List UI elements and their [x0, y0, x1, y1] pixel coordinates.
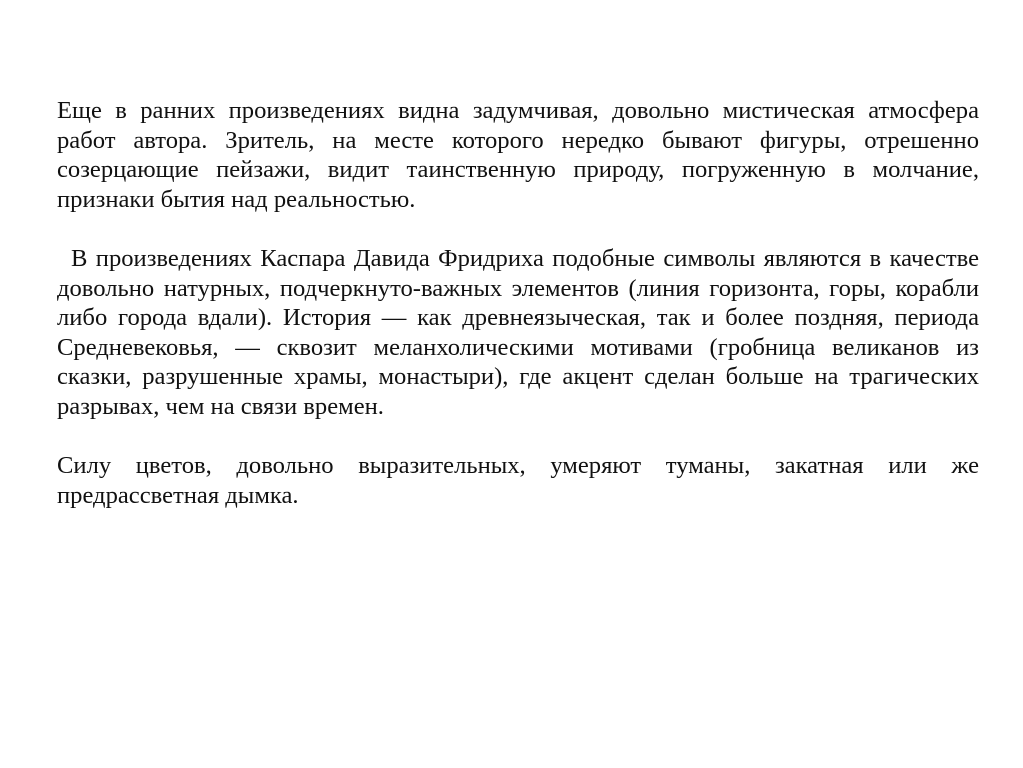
paragraph-3: Силу цветов, довольно выразительных, умеряют туманы, закатная или же предрассветная дымка.: [57, 452, 979, 509]
document-page: [57, 96, 979, 510]
paragraph-2: В произведениях Каспара Давида Фридриха подобные символы являются в качестве довольно натурных, подчеркнуто-важных элементов (линия горизонта, горы, корабли либо города вдали). История — как древнеязыческая, так и более поздняя, периода Средневековья, — сквозит меланхолическими мотивами (гробница великанов из сказки, разрушенные храмы, монастыри), где акцент сделан больше на трагических разрывах, чем на связи времен.: [57, 244, 979, 420]
paragraph-1: Еще в ранних произведениях видна задумчивая, довольно мистическая атмосфера работ автора. Зритель, на месте которого нередко бывают фигуры, отрешенно созерцающие пейзажи, видит таинственную природу, погруженную в молчание, признаки бытия над реальностью.: [57, 97, 979, 213]
